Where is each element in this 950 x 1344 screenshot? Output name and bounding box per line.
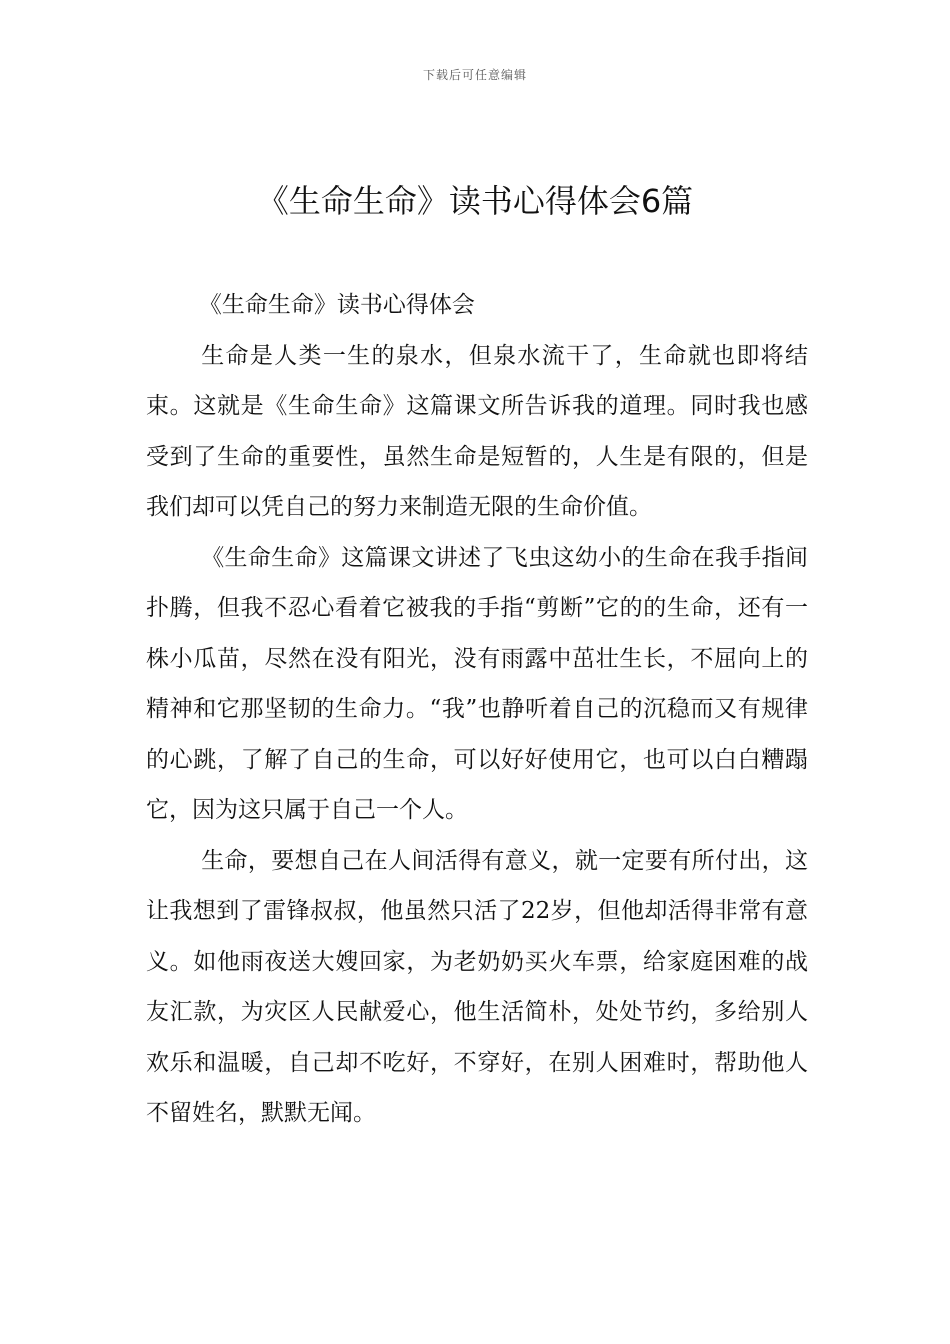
paragraph-3: 生命，要想自己在人间活得有意义，就一定要有所付出，这让我想到了雷锋叔叔，他虽然只活了22岁，但他却活得非常有意义。如他雨夜送大嫂回家，为老奶奶买火车票，给家庭困难的战友汇款，为灾区人民献爱心，他生活简朴，处处节约，多给别人欢乐和温暖，自己却不吃好，不穿好，在别人困难时，帮助他人不留姓名，默默无闻。 bbox=[146, 847, 808, 1126]
header-note: 下载后可任意编辑 bbox=[422, 68, 527, 82]
document-title: 《生命生命》读书心得体会6篇 bbox=[256, 182, 694, 220]
document-subtitle: 《生命生命》读书心得体会 bbox=[198, 292, 475, 318]
paragraph-2: 《生命生命》这篇课文讲述了飞虫这幼小的生命在我手指间扑腾，但我不忍心看着它被我的手指“剪断”它的的生命，还有一株小瓜苗，尽然在没有阳光，没有雨露中茁壮生长，不屈向上的精神和它那坚韧的生命力。“我”也静听着自己的沉稳而又有规律的心跳，了解了自己的生命，可以好好使用它，也可以白白糟蹋它，因为这只属于自己一个人。 bbox=[146, 544, 808, 823]
paragraph-1: 生命是人类一生的泉水，但泉水流干了，生命就也即将结束。这就是《生命生命》这篇课文所告诉我的道理。同时我也感受到了生命的重要性，虽然生命是短暂的，人生是有限的，但是我们却可以凭自己的努力来制造无限的生命价值。 bbox=[146, 342, 808, 520]
document-body bbox=[146, 280, 808, 1139]
